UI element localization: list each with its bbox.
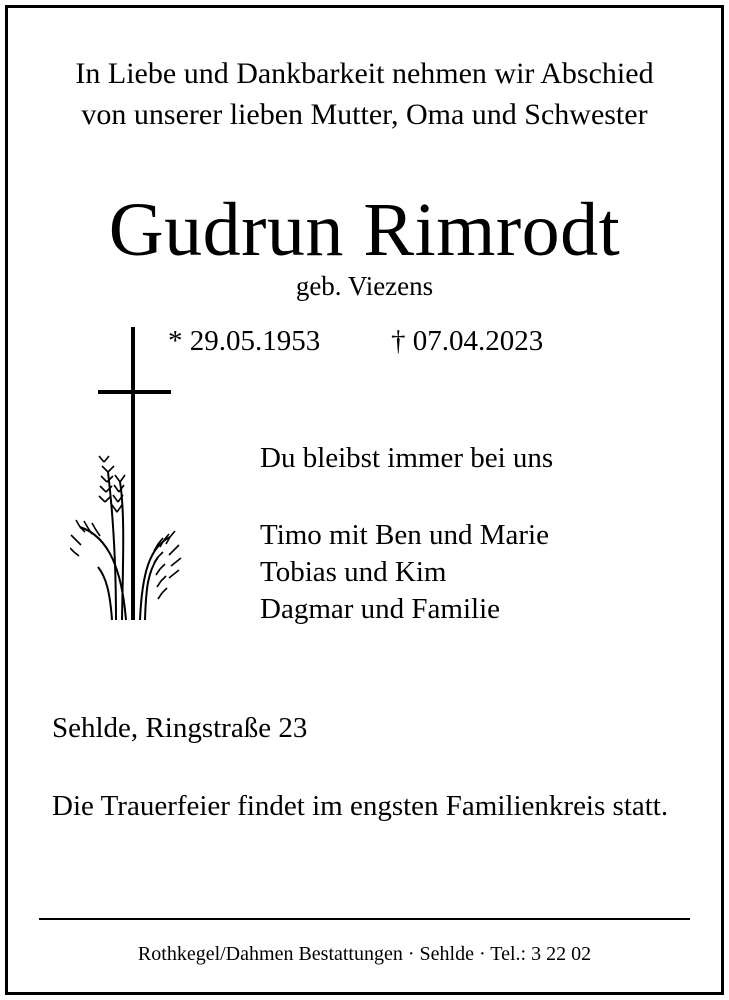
address: Sehlde, Ringstraße 23 [52,712,308,744]
survivor-entry: Dagmar und Familie [260,593,501,625]
intro-text [0,53,729,135]
intro-line-1: In Liebe und Dankbarkeit nehmen wir Abschied [75,57,654,90]
memorial-quote: Du bleibst immer bei uns [260,442,554,474]
footer-divider [39,918,690,920]
survivor-entry: Tobias und Kim [260,556,447,588]
birth-date: * 29.05.1953 [168,325,321,357]
survivor-entry: Timo mit Ben und Marie [260,519,549,551]
maiden-name: geb. Viezens [295,271,434,301]
ceremony-notice: Die Trauerfeier findet im engsten Familienkreis statt. [52,790,669,822]
funeral-home-footer: Rothkegel/Dahmen Bestattungen · Sehlde · Tel.: 3 22 02 [137,943,592,965]
deceased-name: Gudrun Rimrodt [108,188,621,272]
intro-line-2: von unserer lieben Mutter, Oma und Schwester [81,98,648,131]
death-date: † 07.04.2023 [391,325,544,357]
survivors-list [260,517,549,628]
cross-with-wheat-icon [70,322,185,627]
